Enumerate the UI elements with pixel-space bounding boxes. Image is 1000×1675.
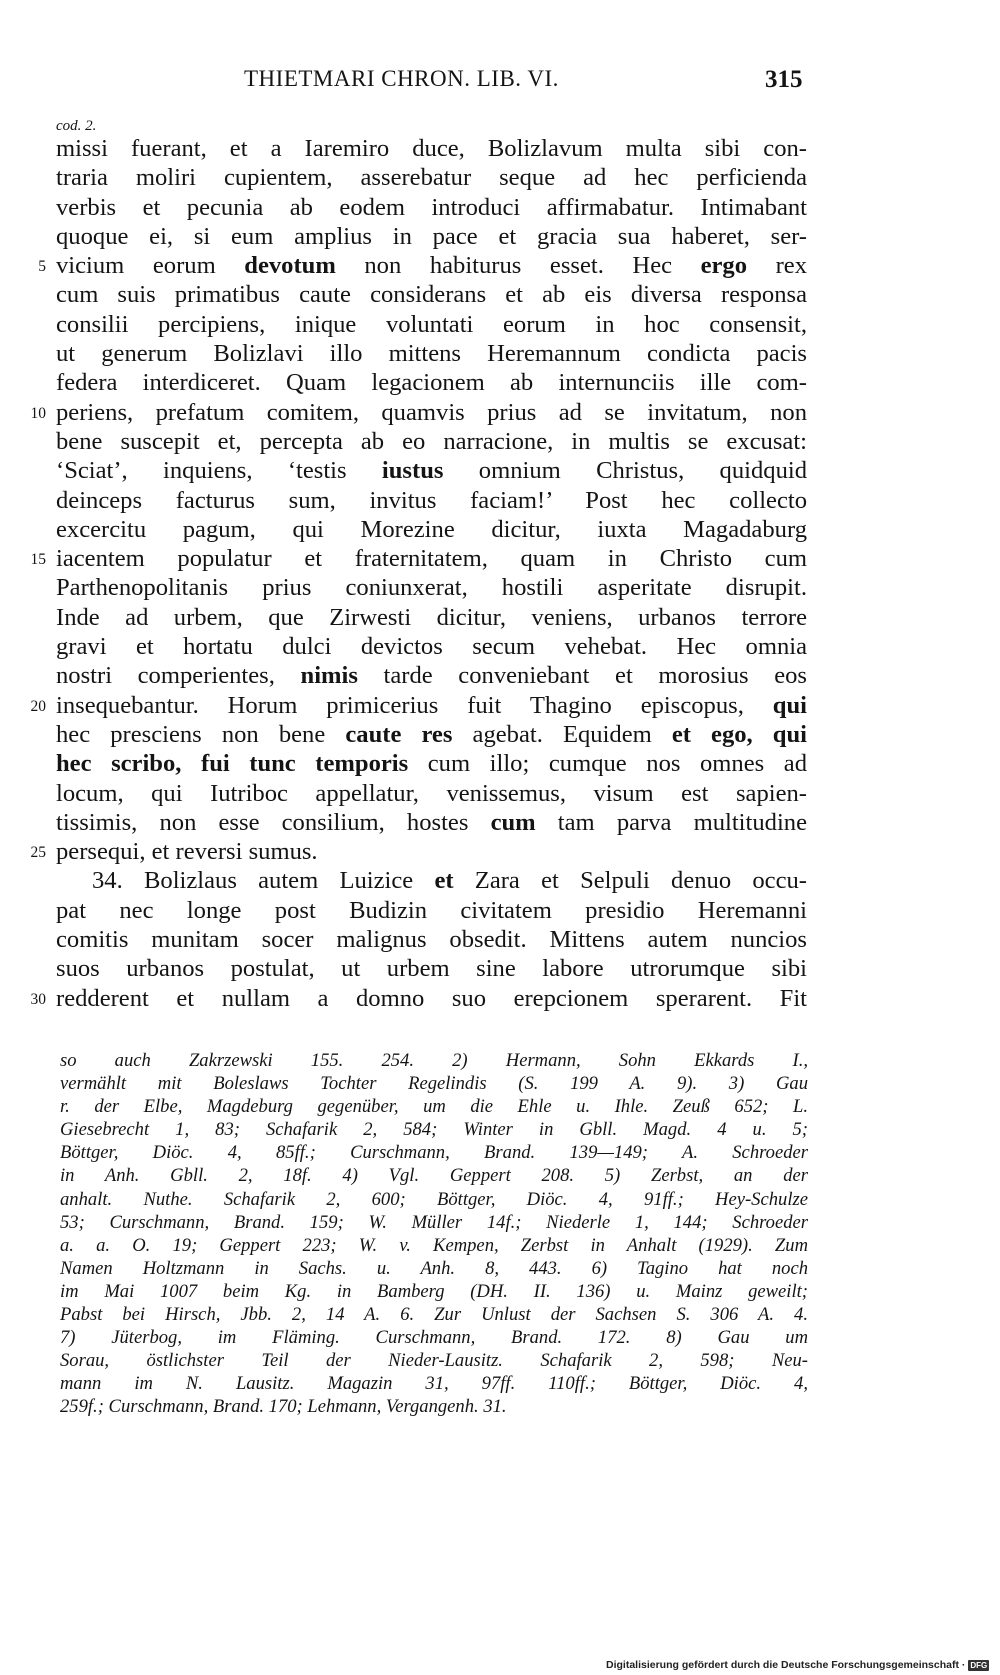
- text-line: [30, 398, 807, 427]
- footnote-line: Pabst bei Hirsch, Jbb. 2, 14 A. 6. Zur Unlust der Sachsen S. 306 A. 4.: [60, 1304, 808, 1326]
- text-line: [56, 515, 807, 544]
- footnote-line: Namen Holtzmann in Sachs. u. Anh. 8, 443. 6) Tagino hat noch: [60, 1257, 808, 1279]
- text-segment: tarde conveniebant et morosius eos: [357, 662, 807, 690]
- text-line: [30, 984, 807, 1013]
- footnote-line: 53; Curschmann, Brand. 159; W. Müller 14f.; Niederle 1, 144; Schroeder: [60, 1211, 808, 1233]
- text-line: [56, 720, 807, 749]
- text-segment: comitis munitam socer malignus obsedit. Mittens autem nuncios: [56, 926, 807, 954]
- text-line: [56, 339, 807, 368]
- text-segment: vicium eorum: [56, 252, 245, 280]
- page-number: 315: [765, 66, 803, 93]
- bold-text: devotum: [244, 252, 336, 280]
- text-segment: ‘Sciat’, inquiens, ‘testis: [56, 457, 382, 485]
- bold-text: ergo: [700, 252, 748, 280]
- text-line: [30, 691, 807, 720]
- bold-text: nimis: [300, 662, 358, 690]
- footnote-line: 7) Jüterbog, im Fläming. Curschmann, Brand. 172. 8) Gau um: [60, 1327, 808, 1349]
- text-line: [56, 222, 807, 251]
- text-segment: non habiturus esset. Hec: [335, 252, 701, 280]
- text-line: [30, 544, 807, 573]
- text-segment: omnium Christus, quidquid: [443, 457, 807, 485]
- text-line: [56, 573, 807, 602]
- text-segment: suos urbanos postulat, ut urbem sine labore utrorumque sibi: [56, 955, 807, 983]
- text-segment: rex: [747, 252, 807, 280]
- line-number: 30: [30, 990, 46, 1008]
- bold-text: caute res: [345, 720, 453, 748]
- text-segment: cum illo; cumque nos omnes ad: [408, 750, 807, 778]
- text-segment: Zara et Selpuli denuo occu-: [453, 867, 807, 895]
- bold-text: iustus: [381, 457, 444, 485]
- footnote-line: a. a. O. 19; Geppert 223; W. v. Kempen, Zerbst in Anhalt (1929). Zum: [60, 1234, 808, 1256]
- footnote-line: Sorau, östlichster Teil der Nieder-Lausitz. Schafarik 2, 598; Neu-: [60, 1350, 808, 1372]
- footnote-line: im Mai 1007 beim Kg. in Bamberg (DH. II. 136) u. Mainz geweilt;: [60, 1280, 808, 1302]
- text-segment: verbis et pecunia ab eodem introduci affirmabatur. Intimabant: [56, 193, 807, 221]
- text-segment: federa interdiceret. Quam legacionem ab internunciis ille com-: [56, 369, 807, 397]
- text-line: [56, 661, 807, 690]
- text-segment: bene suscepit et, percepta ab eo narracione, in multis se excusat:: [56, 427, 807, 455]
- line-number: 20: [30, 697, 46, 715]
- text-line: [56, 749, 807, 778]
- text-segment: periens, prefatum comitem, quamvis prius ad se invitatum, non: [56, 398, 807, 426]
- text-line: [56, 925, 807, 954]
- text-segment: Inde ad urbem, que Zirwesti dicitur, veniens, urbanos terrore: [56, 603, 807, 631]
- footnote-line: Giesebrecht 1, 83; Schafarik 2, 584; Winter in Gbll. Magd. 4 u. 5;: [60, 1119, 808, 1141]
- text-line: [38, 251, 807, 280]
- footnote-line: so auch Zakrzewski 155. 254. 2) Hermann, Sohn Ekkards I.,: [60, 1050, 808, 1071]
- line-number: 15: [30, 551, 46, 569]
- footnotes: [60, 1049, 808, 1419]
- text-segment: tam parva multitudine: [535, 808, 807, 836]
- credit-text: Digitalisierung gefördert durch die Deutsche Forschungsgemeinschaft ·: [606, 1659, 966, 1671]
- text-segment: traria moliri cupientem, asserebatur seque ad hec perficienda: [56, 164, 807, 192]
- text-line: [56, 368, 807, 397]
- text-line: [56, 193, 807, 222]
- text-line: [56, 456, 807, 485]
- footnote-line: vermählt mit Boleslaws Tochter Regelindis (S. 199 A. 9). 3) Gau: [60, 1073, 808, 1095]
- text-line: [56, 134, 807, 163]
- line-number: 10: [30, 404, 46, 422]
- text-segment: iacentem populatur et fraternitatem, quam in Christo cum: [56, 545, 807, 573]
- text-segment: quoque ei, si eum amplius in pace et gracia sua haberet, ser-: [56, 222, 807, 250]
- running-head: [0, 66, 1000, 106]
- text-segment: nostri comperientes,: [56, 662, 301, 690]
- footnote-line: anhalt. Nuthe. Schafarik 2, 600; Böttger, Diöc. 4, 91ff.; Hey-Schulze: [60, 1188, 808, 1210]
- running-title: THIETMARI CHRON. LIB. VI.: [244, 66, 559, 91]
- line-number: 5: [38, 258, 46, 276]
- text-line: [56, 280, 807, 309]
- bold-text: hec scribo, fui tunc temporis: [56, 750, 409, 778]
- bold-text: et ego, qui: [671, 720, 807, 748]
- text-line: [56, 954, 807, 983]
- text-segment: locum, qui Iutriboc appellatur, venissemus, visum est sapien-: [56, 779, 807, 807]
- footnote-line: 259f.; Curschmann, Brand. 170; Lehmann, Vergangenh. 31.: [60, 1396, 507, 1418]
- text-line: [56, 486, 807, 515]
- main-text: [30, 134, 807, 1013]
- text-line: [56, 808, 807, 837]
- line-number: 25: [30, 844, 46, 862]
- text-line: [56, 163, 807, 192]
- footnote-line: Böttger, Diöc. 4, 85ff.; Curschmann, Brand. 139—149; A. Schroeder: [60, 1142, 808, 1164]
- text-segment: persequi, et reversi sumus.: [56, 838, 318, 866]
- footnote-line: r. der Elbe, Magdeburg gegenüber, um die Ehle u. Ihle. Zeuß 652; L.: [60, 1096, 808, 1118]
- text-segment: consilii percipiens, inique voluntati eorum in hoc consensit,: [56, 310, 807, 338]
- footnote-line: mann im N. Lausitz. Magazin 31, 97ff. 110ff.; Böttger, Diöc. 4,: [60, 1373, 808, 1395]
- text-segment: cum suis primatibus caute considerans et ab eis diversa responsa: [56, 281, 807, 309]
- text-line: [56, 779, 807, 808]
- bold-text: cum: [490, 808, 536, 836]
- text-segment: deinceps facturus sum, invitus faciam!’ Post hec collecto: [56, 486, 807, 514]
- text-segment: Parthenopolitanis prius coniunxerat, hostili asperitate disrupit.: [56, 574, 807, 602]
- text-segment: ut generum Bolizlavi illo mittens Heremannum condicta pacis: [56, 340, 807, 368]
- text-segment: insequebantur. Horum primicerius fuit Thagino episcopus,: [56, 691, 773, 719]
- text-segment: gravi et hortatu dulci devictos secum vehebat. Hec omnia: [56, 633, 807, 661]
- text-segment: pat nec longe post Budizin civitatem presidio Heremanni: [56, 896, 807, 924]
- bold-text: et: [434, 867, 454, 895]
- digitization-credit: [606, 1659, 989, 1671]
- text-line: [56, 310, 807, 339]
- text-segment: tissimis, non esse consilium, hostes: [56, 808, 491, 836]
- bold-text: qui: [772, 691, 807, 719]
- footnote-line: in Anh. Gbll. 2, 18f. 4) Vgl. Geppert 208. 5) Zerbst, an der: [60, 1165, 808, 1187]
- text-segment: redderent et nullam a domno suo erepcionem sperarent. Fit: [56, 984, 807, 1012]
- text-line: [56, 866, 807, 895]
- dfg-logo-icon: DFG: [970, 1660, 988, 1670]
- text-segment: missi fuerant, et a Iaremiro duce, Bolizlavum multa sibi con-: [56, 135, 807, 162]
- text-segment: excercitu pagum, qui Morezine dicitur, iuxta Magadaburg: [56, 515, 807, 543]
- text-line: [56, 896, 807, 925]
- text-line: [30, 837, 807, 866]
- text-line: [56, 427, 807, 456]
- manuscript-note: cod. 2.: [56, 118, 97, 134]
- text-line: [56, 632, 807, 661]
- text-segment: 34. Bolizlaus autem Luizice: [92, 867, 435, 895]
- text-segment: agebat. Equidem: [452, 720, 672, 748]
- text-line: [56, 603, 807, 632]
- text-segment: hec presciens non bene: [56, 720, 346, 748]
